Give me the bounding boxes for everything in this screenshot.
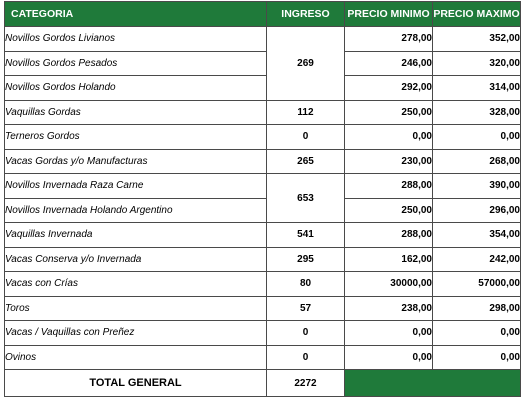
precio-minimo-cell: 288,00 xyxy=(345,223,433,248)
table-row xyxy=(5,76,521,101)
categoria-cell: Vaquillas Gordas xyxy=(5,100,267,125)
categoria-cell: Novillos Gordos Livianos xyxy=(5,27,267,52)
precio-minimo-cell: 0,00 xyxy=(345,345,433,370)
precio-minimo-cell: 0,00 xyxy=(345,125,433,150)
livestock-price-table xyxy=(4,1,521,397)
header-precio-maximo: PRECIO MAXIMO xyxy=(433,2,521,27)
ingreso-cell: 265 xyxy=(267,149,345,174)
categoria-cell: Vacas / Vaquillas con Preñez xyxy=(5,321,267,346)
precio-maximo-cell: 354,00 xyxy=(433,223,521,248)
precio-maximo-cell: 314,00 xyxy=(433,76,521,101)
table-row xyxy=(5,296,521,321)
header-ingreso: INGRESO xyxy=(267,2,345,27)
categoria-cell: Terneros Gordos xyxy=(5,125,267,150)
ingreso-cell: 0 xyxy=(267,125,345,150)
ingreso-cell: 112 xyxy=(267,100,345,125)
precio-minimo-cell: 292,00 xyxy=(345,76,433,101)
precio-maximo-cell: 296,00 xyxy=(433,198,521,223)
categoria-cell: Novillos Invernada Holando Argentino xyxy=(5,198,267,223)
table-row xyxy=(5,321,521,346)
ingreso-cell: 80 xyxy=(267,272,345,297)
categoria-cell: Ovinos xyxy=(5,345,267,370)
ingreso-cell: 541 xyxy=(267,223,345,248)
precio-maximo-cell: 328,00 xyxy=(433,100,521,125)
precio-maximo-cell: 298,00 xyxy=(433,296,521,321)
table-row xyxy=(5,27,521,52)
table-row xyxy=(5,247,521,272)
precio-maximo-cell: 352,00 xyxy=(433,27,521,52)
categoria-cell: Vacas Conserva y/o Invernada xyxy=(5,247,267,272)
total-value: 2272 xyxy=(267,370,345,397)
ingreso-cell: 295 xyxy=(267,247,345,272)
header-categoria: CATEGORIA xyxy=(5,2,267,27)
precio-minimo-cell: 250,00 xyxy=(345,198,433,223)
categoria-cell: Toros xyxy=(5,296,267,321)
precio-minimo-cell: 246,00 xyxy=(345,51,433,76)
precio-maximo-cell: 390,00 xyxy=(433,174,521,199)
total-green-fill xyxy=(345,370,521,397)
table-row xyxy=(5,100,521,125)
precio-maximo-cell: 242,00 xyxy=(433,247,521,272)
categoria-cell: Novillos Gordos Pesados xyxy=(5,51,267,76)
precio-minimo-cell: 278,00 xyxy=(345,27,433,52)
precio-minimo-cell: 0,00 xyxy=(345,321,433,346)
ingreso-cell: 0 xyxy=(267,345,345,370)
table-row xyxy=(5,272,521,297)
table-row xyxy=(5,198,521,223)
ingreso-cell: 269 xyxy=(267,27,345,101)
precio-minimo-cell: 30000,00 xyxy=(345,272,433,297)
ingreso-cell: 57 xyxy=(267,296,345,321)
precio-minimo-cell: 238,00 xyxy=(345,296,433,321)
table-row xyxy=(5,125,521,150)
total-row xyxy=(5,370,521,397)
categoria-cell: Novillos Gordos Holando xyxy=(5,76,267,101)
precio-maximo-cell: 0,00 xyxy=(433,321,521,346)
table-row xyxy=(5,149,521,174)
precio-minimo-cell: 162,00 xyxy=(345,247,433,272)
header-row xyxy=(5,2,521,27)
precio-maximo-cell: 57000,00 xyxy=(433,272,521,297)
ingreso-cell: 653 xyxy=(267,174,345,223)
precio-minimo-cell: 250,00 xyxy=(345,100,433,125)
ingreso-cell: 0 xyxy=(267,321,345,346)
total-label: TOTAL GENERAL xyxy=(5,370,267,397)
header-precio-minimo: PRECIO MINIMO xyxy=(345,2,433,27)
categoria-cell: Vaquillas Invernada xyxy=(5,223,267,248)
precio-maximo-cell: 0,00 xyxy=(433,345,521,370)
precio-maximo-cell: 0,00 xyxy=(433,125,521,150)
precio-minimo-cell: 288,00 xyxy=(345,174,433,199)
table-row xyxy=(5,345,521,370)
precio-maximo-cell: 268,00 xyxy=(433,149,521,174)
table-row xyxy=(5,223,521,248)
table-row xyxy=(5,174,521,199)
categoria-cell: Novillos Invernada Raza Carne xyxy=(5,174,267,199)
categoria-cell: Vacas Gordas y/o Manufacturas xyxy=(5,149,267,174)
precio-minimo-cell: 230,00 xyxy=(345,149,433,174)
table-row xyxy=(5,51,521,76)
categoria-cell: Vacas con Crías xyxy=(5,272,267,297)
precio-maximo-cell: 320,00 xyxy=(433,51,521,76)
